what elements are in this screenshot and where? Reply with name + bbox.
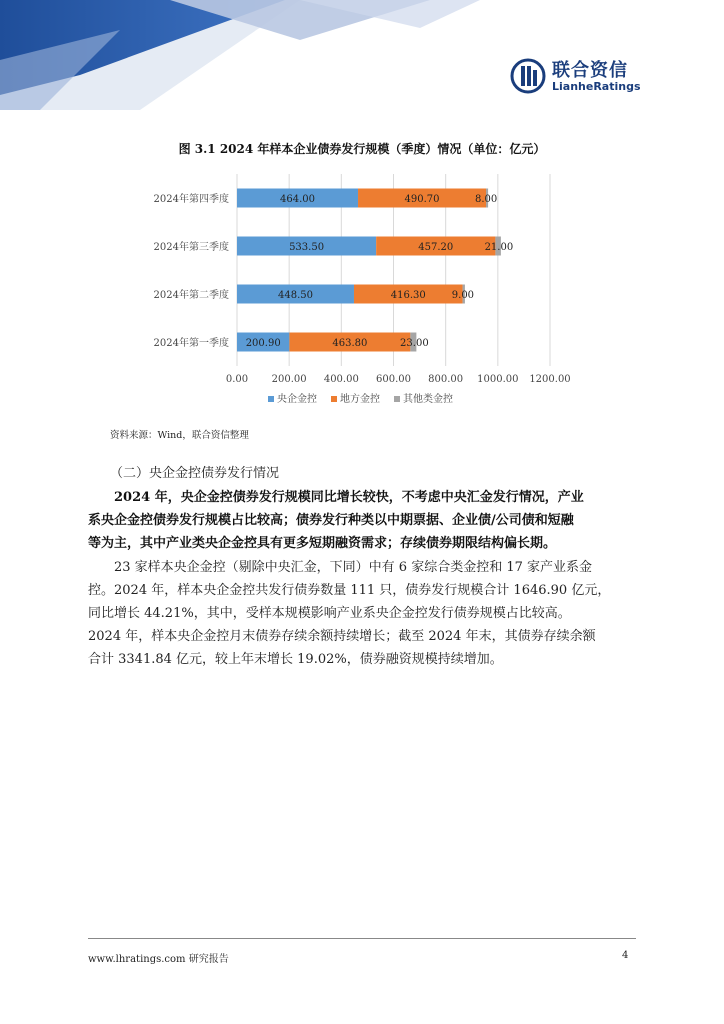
figure-title: 图 3.1 2024 年样本企业债券发行规模（季度）情况（单位：亿元） bbox=[178, 142, 546, 156]
body-line: 同比增长 44.21%，其中，受样本规模影响产业系央企金控发行债券规模占比较高。 bbox=[88, 606, 571, 621]
data-label: 448.50 bbox=[277, 290, 313, 301]
x-tick-label: 800.00 bbox=[428, 374, 464, 385]
data-label: 457.20 bbox=[418, 242, 454, 253]
data-label: 9.00 bbox=[451, 290, 475, 301]
legend-swatch bbox=[331, 396, 337, 402]
lianhe-logo-icon bbox=[510, 58, 546, 94]
body-line: 2024 年，样本央企金控月末债券存续余额持续增长；截至 2024 年末，其债券存续余额 bbox=[88, 629, 596, 644]
data-label: 533.50 bbox=[289, 242, 325, 253]
brand-name-cn: 联合资信 bbox=[552, 60, 628, 81]
data-label: 416.30 bbox=[390, 290, 426, 301]
data-label: 464.00 bbox=[280, 194, 316, 205]
category-label: 2024年第二季度 bbox=[153, 290, 229, 301]
body-line: 控。2024 年，样本央企金控共发行债券数量 111 只，债券发行规模合计 1646.90 亿元， bbox=[88, 583, 611, 598]
footer-site: www.lhratings.com 研究报告 bbox=[88, 954, 229, 965]
legend-label: 地方金控 bbox=[340, 394, 380, 405]
category-label: 2024年第三季度 bbox=[153, 242, 229, 253]
summary-line: 2024 年，央企金控债券发行规模同比增长较快，不考虑中央汇金发行情况，产业 bbox=[114, 490, 584, 505]
figure-source: 资料来源：Wind，联合资信整理 bbox=[110, 430, 249, 441]
x-tick-label: 0.00 bbox=[225, 374, 249, 385]
x-tick-label: 1200.00 bbox=[529, 374, 571, 385]
legend-swatch bbox=[268, 396, 274, 402]
page-number: 4 bbox=[622, 950, 629, 961]
legend-swatch bbox=[394, 396, 400, 402]
x-tick-label: 200.00 bbox=[271, 374, 307, 385]
brand-logo bbox=[510, 56, 650, 96]
summary-line: 系央企金控债券发行规模占比较高；债券发行种类以中期票据、企业债/公司债和短融 bbox=[88, 513, 574, 528]
stacked-bar-chart bbox=[110, 170, 610, 420]
x-tick-label: 400.00 bbox=[323, 374, 359, 385]
data-label: 21.00 bbox=[484, 242, 514, 253]
summary-paragraph bbox=[88, 486, 636, 555]
data-label: 200.90 bbox=[245, 338, 281, 349]
category-label: 2024年第一季度 bbox=[153, 338, 229, 349]
brand-name-en: LianheRatings bbox=[552, 80, 641, 93]
summary-line: 等为主，其中产业类央企金控具有更多短期融资需求；存续债券期限结构偏长期。 bbox=[88, 536, 557, 551]
data-label: 23.00 bbox=[400, 338, 429, 349]
x-tick-label: 1000.00 bbox=[477, 374, 519, 385]
body-paragraph bbox=[88, 556, 636, 671]
data-label: 463.80 bbox=[332, 338, 368, 349]
body-line: 23 家样本央企金控（剔除中央汇金，下同）中有 6 家综合类金控和 17 家产业系金 bbox=[114, 560, 593, 575]
data-label: 8.00 bbox=[474, 194, 498, 205]
legend-label: 央企金控 bbox=[277, 394, 317, 405]
legend-label: 其他类金控 bbox=[403, 394, 453, 405]
category-label: 2024年第四季度 bbox=[153, 194, 229, 205]
footer-divider bbox=[88, 938, 636, 939]
section-heading: （二）央企金控债券发行情况 bbox=[110, 466, 280, 481]
body-line: 合计 3341.84 亿元，较上年末增长 19.02%，债券融资规模持续增加。 bbox=[88, 652, 503, 667]
x-tick-label: 600.00 bbox=[376, 374, 411, 385]
data-label: 490.70 bbox=[404, 194, 440, 205]
